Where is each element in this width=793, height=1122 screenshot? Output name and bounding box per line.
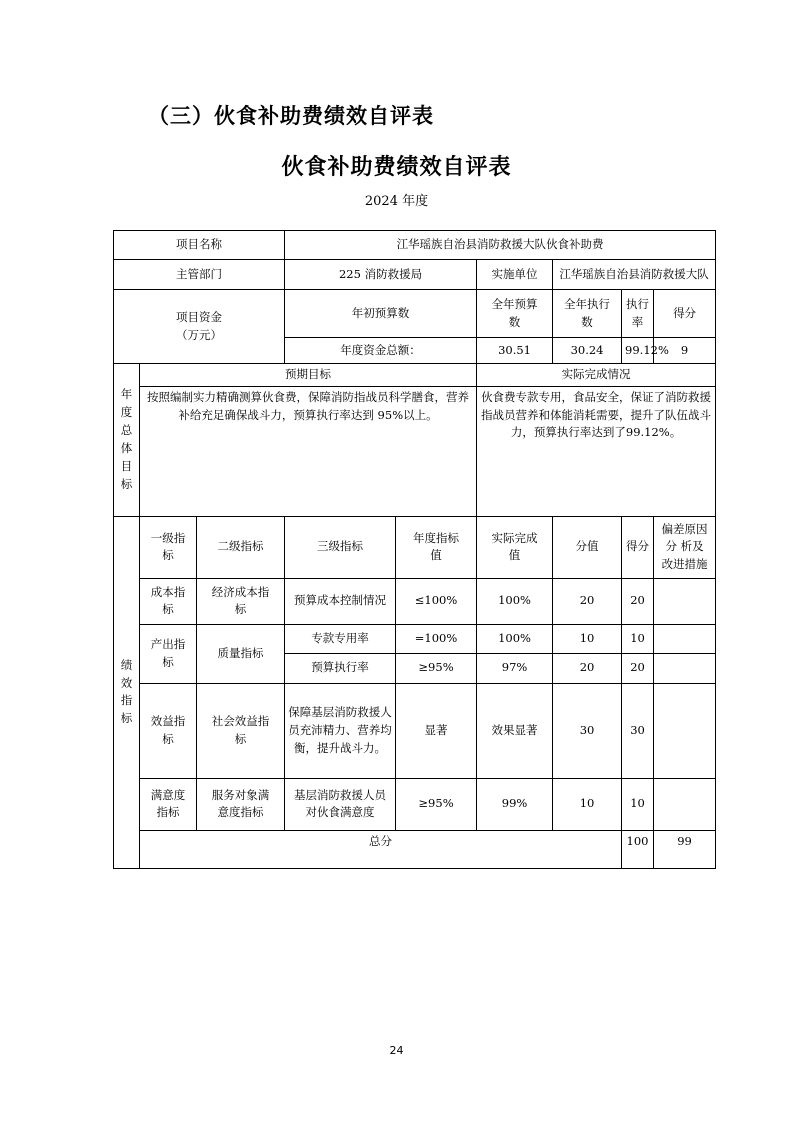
satisfaction-deviation — [654, 778, 716, 830]
project-name-value: 江华瑶族自治县消防救援大队伙食补助费 — [285, 231, 716, 260]
output-level3: 预算执行率 — [285, 653, 396, 683]
header-level2: 二级指标 — [197, 516, 285, 578]
total-row — [114, 830, 716, 868]
output-level3: 专款专用率 — [285, 624, 396, 653]
cost-score: 20 — [622, 578, 654, 624]
total-score: 99 — [654, 830, 716, 868]
indicator-header-row — [114, 516, 716, 578]
output-deviation — [654, 624, 716, 653]
funds-executed-value: 30.24 — [553, 338, 622, 364]
benefit-deviation — [654, 683, 716, 778]
output-annual: ≥95% — [396, 653, 477, 683]
funds-budget-full-value: 30.51 — [477, 338, 553, 364]
benefit-actual: 效果显著 — [477, 683, 553, 778]
header-score-value: 分值 — [553, 516, 622, 578]
header-actual-value: 实际完成 值 — [477, 516, 553, 578]
cost-level1: 成本指 标 — [140, 578, 197, 624]
output-indicator-row-1 — [114, 624, 716, 653]
expected-goals-header: 预期目标 — [140, 364, 477, 387]
header-score: 得分 — [622, 516, 654, 578]
satisfaction-score-value: 10 — [553, 778, 622, 830]
performance-indicators-side-label: 绩 效 指 标 — [114, 516, 140, 868]
funds-label: 项目资金 （万元） — [114, 290, 285, 364]
funds-header-row — [114, 290, 716, 338]
satisfaction-score: 10 — [622, 778, 654, 830]
implementing-unit-value: 江华瑶族自治县消防救援大队 — [553, 260, 716, 290]
satisfaction-actual: 99% — [477, 778, 553, 830]
header-level3: 三级指标 — [285, 516, 396, 578]
satisfaction-level1: 满意度 指标 — [140, 778, 197, 830]
satisfaction-level2: 服务对象满 意度指标 — [197, 778, 285, 830]
actual-results-text: 伙食费专款专用，食品安全，保证了消防救援 指战员营养和体能消耗需要，提升了队伍战斗 力，预算执行率达到了99.12%。 — [477, 386, 716, 516]
benefit-level2: 社会效益指 标 — [197, 683, 285, 778]
benefit-score: 30 — [622, 683, 654, 778]
header-deviation: 偏差原因 分 析及 改进措施 — [654, 516, 716, 578]
funds-score: 9 — [654, 338, 716, 364]
output-score: 20 — [622, 653, 654, 683]
goals-content-row — [114, 386, 716, 516]
benefit-indicator-row — [114, 683, 716, 778]
funds-total-label: 年度资金总额： — [285, 338, 477, 364]
goals-header-row — [114, 364, 716, 387]
funds-header-score: 得分 — [654, 290, 716, 338]
expected-goals-text: 按照编制实力精确测算伙食费，保障消防指战员科学膳食，营养补给充足确保战斗力，预算执行率达到 95%以上。 — [140, 386, 477, 516]
output-level2: 质量指标 — [197, 624, 285, 683]
satisfaction-indicator-row — [114, 778, 716, 830]
benefit-level3: 保障基层消防救援人员充沛精力、营养均衡，提升战斗力。 — [285, 683, 396, 778]
total-label: 总分 — [140, 830, 622, 868]
benefit-level1: 效益指 标 — [140, 683, 197, 778]
year-label: 2024 年度 — [364, 194, 429, 209]
benefit-annual: 显著 — [396, 683, 477, 778]
satisfaction-annual: ≥95% — [396, 778, 477, 830]
benefit-score-value: 30 — [553, 683, 622, 778]
implementing-unit-label: 实施单位 — [477, 260, 553, 290]
header-level1: 一级指 标 — [140, 516, 197, 578]
cost-score-value: 20 — [553, 578, 622, 624]
output-level1: 产出指 标 — [140, 624, 197, 683]
funds-header-budget-initial: 年初预算数 — [285, 290, 477, 338]
output-annual: =100% — [396, 624, 477, 653]
document-title: 伙食补助费绩效自评表 — [281, 155, 512, 180]
output-deviation — [654, 653, 716, 683]
cost-indicator-row — [114, 578, 716, 624]
project-name-label: 项目名称 — [114, 231, 285, 260]
funds-header-budget-full: 全年预算 数 — [477, 290, 553, 338]
output-score-value: 20 — [553, 653, 622, 683]
section-heading: （三）伙食补助费绩效自评表 — [148, 104, 434, 128]
funds-header-executed: 全年执行 数 — [553, 290, 622, 338]
page-number: 24 — [389, 1044, 404, 1057]
funds-header-exec-rate: 执行率 — [622, 290, 654, 338]
funds-exec-rate-value: 99.12% — [622, 338, 654, 364]
evaluation-table — [113, 230, 716, 869]
output-score-value: 10 — [553, 624, 622, 653]
cost-actual: 100% — [477, 578, 553, 624]
output-score: 10 — [622, 624, 654, 653]
satisfaction-level3: 基层消防救援人员 对伙食满意度 — [285, 778, 396, 830]
total-score-value: 100 — [622, 830, 654, 868]
cost-annual: ≤100% — [396, 578, 477, 624]
department-label: 主管部门 — [114, 260, 285, 290]
header-annual-target: 年度指标 值 — [396, 516, 477, 578]
annual-goals-side-label: 年 度 总 体 目 标 — [114, 364, 140, 517]
output-actual: 97% — [477, 653, 553, 683]
department-row — [114, 260, 716, 290]
actual-results-header: 实际完成情况 — [477, 364, 716, 387]
project-name-row — [114, 231, 716, 260]
cost-level3: 预算成本控制情况 — [285, 578, 396, 624]
output-actual: 100% — [477, 624, 553, 653]
cost-level2: 经济成本指 标 — [197, 578, 285, 624]
cost-deviation — [654, 578, 716, 624]
department-value: 225 消防救援局 — [285, 260, 477, 290]
